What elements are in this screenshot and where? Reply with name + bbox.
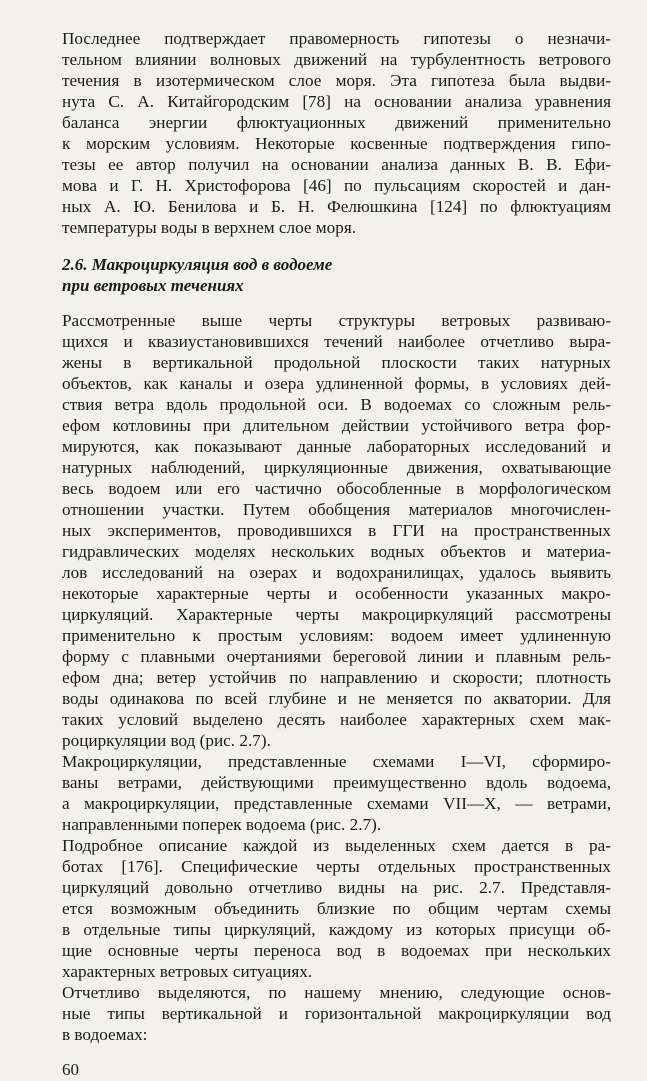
text-line: направленными поперек водоема (рис. 2.7). — [62, 815, 382, 834]
text-line: ефом дна; ветер устойчив по направлению и скорости; плотность — [62, 668, 611, 687]
text-line: ется возможным объединить близкие по общим чертам схемы — [62, 899, 611, 918]
text-line: Отчетливо выделяются, по нашему мнению, следующие основ- — [62, 983, 611, 1002]
text-line: циркуляций. Характерные черты макроциркуляций рассмотрены — [62, 605, 611, 624]
text-line: мируются, как показывают данные лабораторных исследований и — [62, 437, 611, 456]
text-line: тельном влиянии волновых движений на турбулентность ветрового — [62, 50, 611, 69]
text-line: Рассмотренные выше черты структуры ветровых развиваю- — [62, 311, 611, 330]
text-line: мова и Г. Н. Христофорова [46] по пульсациям скоростей и дан- — [62, 176, 611, 195]
text-line: ботах [176]. Специфические черты отдельных пространственных — [62, 857, 611, 876]
text-line: ефом котловины при длительном действии устойчивого ветра фор- — [62, 416, 611, 435]
text-line: баланса энергии флюктуационных движений применительно — [62, 113, 611, 132]
text-line: а макроциркуляции, представленные схемами VII—X, — ветрами, — [62, 794, 611, 813]
text-line: весь водоем или его частично обособленные в морфологическом — [62, 479, 611, 498]
text-line: к морским условиям. Некоторые косвенные подтверждения гипо- — [62, 134, 611, 153]
text-line: ные типы вертикальной и горизонтальной макроциркуляции вод — [62, 1004, 611, 1023]
text-line: воды одинакова по всей глубине и не меняется по акватории. Для — [62, 689, 611, 708]
text-line: тезы ее автор получил на основании анализа данных В. В. Ефи- — [62, 155, 611, 174]
text-line: Последнее подтверждает правомерность гипотезы о незначи- — [62, 29, 611, 48]
text-line: роциркуляции вод (рис. 2.7). — [62, 731, 271, 750]
text-line: жены в вертикальной продольной плоскости таких натурных — [62, 353, 611, 372]
page-number: 60 — [62, 1060, 79, 1079]
text-line: форму с плавными очертаниями береговой линии и плавным рель- — [62, 647, 611, 666]
text-line: щие основные черты переноса вод в водоемах при нескольких — [62, 941, 611, 960]
text-line: натурных наблюдений, циркуляционные движения, охватывающие — [62, 458, 611, 477]
text-line: гидравлических моделях нескольких водных объектов и материа- — [62, 542, 611, 561]
text-line: таких условий выделено десять наиболее характерных схем мак- — [62, 710, 611, 729]
text-line: объектов, как каналы и озера удлиненной формы, в условиях дей- — [62, 374, 611, 393]
text-line: некоторые характерные черты и особенности указанных макро- — [62, 584, 611, 603]
text-line: циркуляций довольно отчетливо видны на рис. 2.7. Представля- — [62, 878, 611, 897]
text-line: лов исследований на озерах и водохранилищах, удалось выявить — [62, 563, 611, 582]
text-line: температуры воды в верхнем слое моря. — [62, 218, 357, 237]
text-line: ваны ветрами, действующими преимущественно вдоль водоема, — [62, 773, 611, 792]
text-line: характерных ветровых ситуациях. — [62, 962, 313, 981]
text-line: Макроциркуляции, представленные схемами I—VI, сформиро- — [62, 752, 611, 771]
text-line: применительно к простым условиям: водоем имеет удлиненную — [62, 626, 611, 645]
text-line: в водоемах: — [62, 1025, 148, 1044]
section-heading-line-2: при ветровых течениях — [62, 276, 244, 295]
text-line: ствия ветра вдоль продольной оси. В водоемах со сложным рель- — [62, 395, 611, 414]
text-line: ных А. Ю. Бенилова и Б. Н. Фелюшкина [124] по флюктуациям — [62, 197, 611, 216]
text-line: нута С. А. Китайгородским [78] на основании анализа уравнения — [62, 92, 611, 111]
text-line: Подробное описание каждой из выделенных схем дается в ра- — [62, 836, 611, 855]
text-line: в отдельные типы циркуляций, каждому из которых присущи об- — [62, 920, 611, 939]
text-line: ных экспериментов, проводившихся в ГГИ на пространственных — [62, 521, 611, 540]
text-line: щихся и квазиустановившихся течений наиболее отчетливо выра- — [62, 332, 611, 351]
text-line: отношении участки. Путем обобщения материалов многочислен- — [62, 500, 611, 519]
section-heading-line-1: 2.6. Макроциркуляция вод в водоеме — [62, 255, 333, 274]
text-line: течения в изотермическом слое моря. Эта гипотеза была выдви- — [62, 71, 611, 90]
